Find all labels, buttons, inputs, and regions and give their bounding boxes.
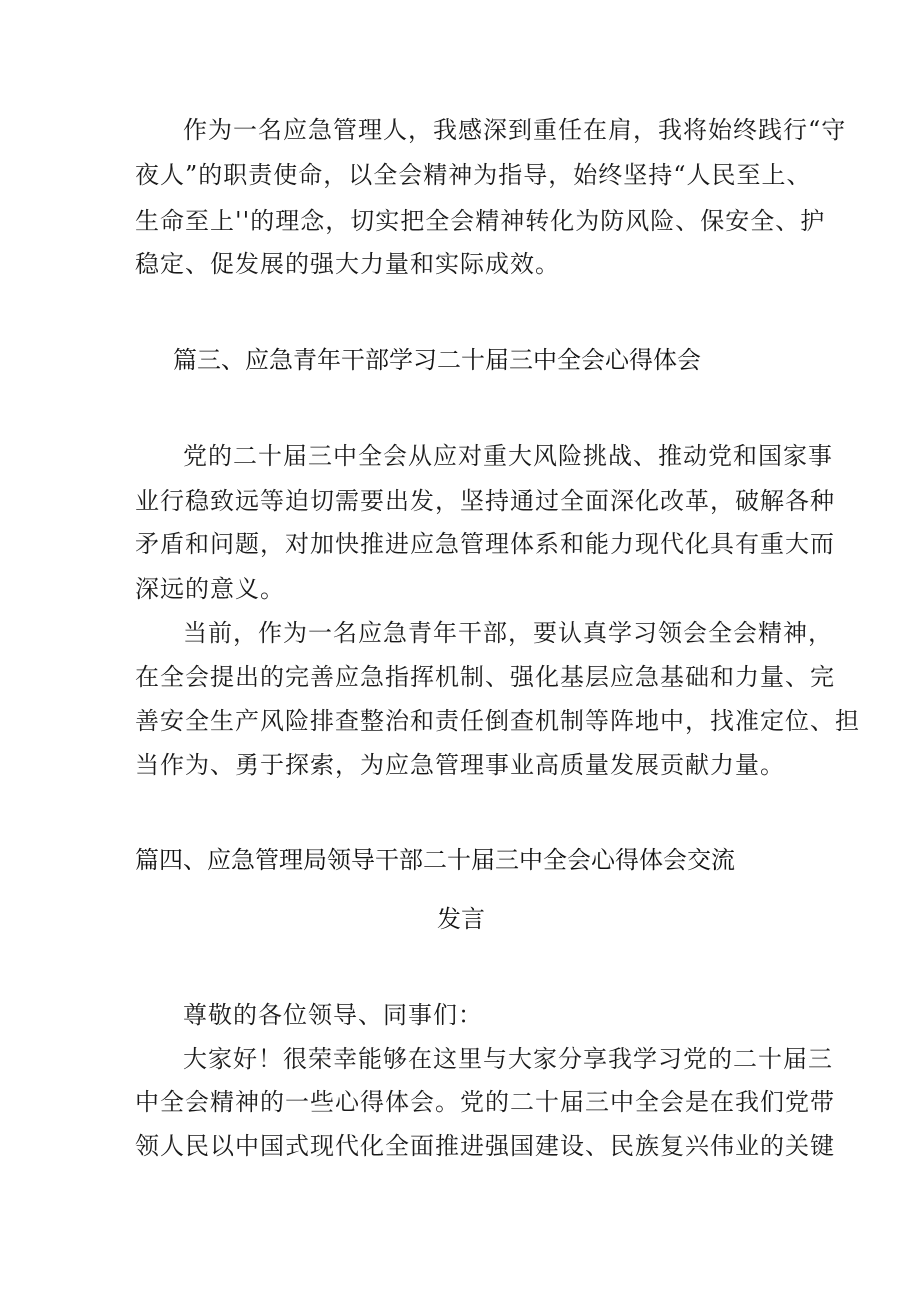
section-four-title-continued: 发言	[437, 905, 485, 933]
paragraph-line: 稳定、促发展的强大力量和实际成效。	[135, 250, 560, 278]
paragraph-line: 党的二十届三中全会从应对重大风险挑战、推动党和国家事	[183, 442, 833, 470]
paragraph-line: 当前，作为一名应急青年干部，要认真学习领会全会精神，	[183, 619, 833, 647]
paragraph-line: 生命至上''的理念，切实把全会精神转化为防风险、保安全、护	[135, 207, 826, 235]
paragraph-line: 善安全生产风险排查整治和责任倒查机制等阵地中，找准定位、担	[135, 707, 860, 735]
paragraph-line: 中全会精神的一些心得体会。党的二十届三中全会是在我们党带	[135, 1088, 835, 1116]
paragraph-line: 矛盾和问题，对加快推进应急管理体系和能力现代化具有重大而	[135, 530, 835, 558]
paragraph-line: 深远的意义。	[135, 575, 285, 603]
paragraph-line: 在全会提出的完善应急指挥机制、强化基层应急基础和力量、完	[135, 663, 835, 691]
paragraph-line: 业行稳致远等迫切需要出发，坚持通过全面深化改革，破解各种	[135, 487, 835, 515]
paragraph-line: 夜人”的职责使命，以全会精神为指导，始终坚持“人民至上、	[135, 161, 812, 189]
paragraph-line: 领人民以中国式现代化全面推进强国建设、民族复兴伟业的关键	[135, 1132, 835, 1160]
greeting: 尊敬的各位领导、同事们：	[183, 1001, 483, 1029]
section-three-title: 篇三、应急青年干部学习二十届三中全会心得体会	[173, 346, 701, 374]
section-four-title: 篇四、应急管理局领导干部二十届三中全会心得体会交流	[135, 846, 735, 874]
paragraph-line: 大家好！很荣幸能够在这里与大家分享我学习党的二十届三	[183, 1045, 833, 1073]
paragraph-line: 当作为、勇于探索，为应急管理事业高质量发展贡献力量。	[135, 751, 785, 779]
paragraph-line: 作为一名应急管理人，我感深到重任在肩，我将始终践行“守	[183, 116, 847, 144]
